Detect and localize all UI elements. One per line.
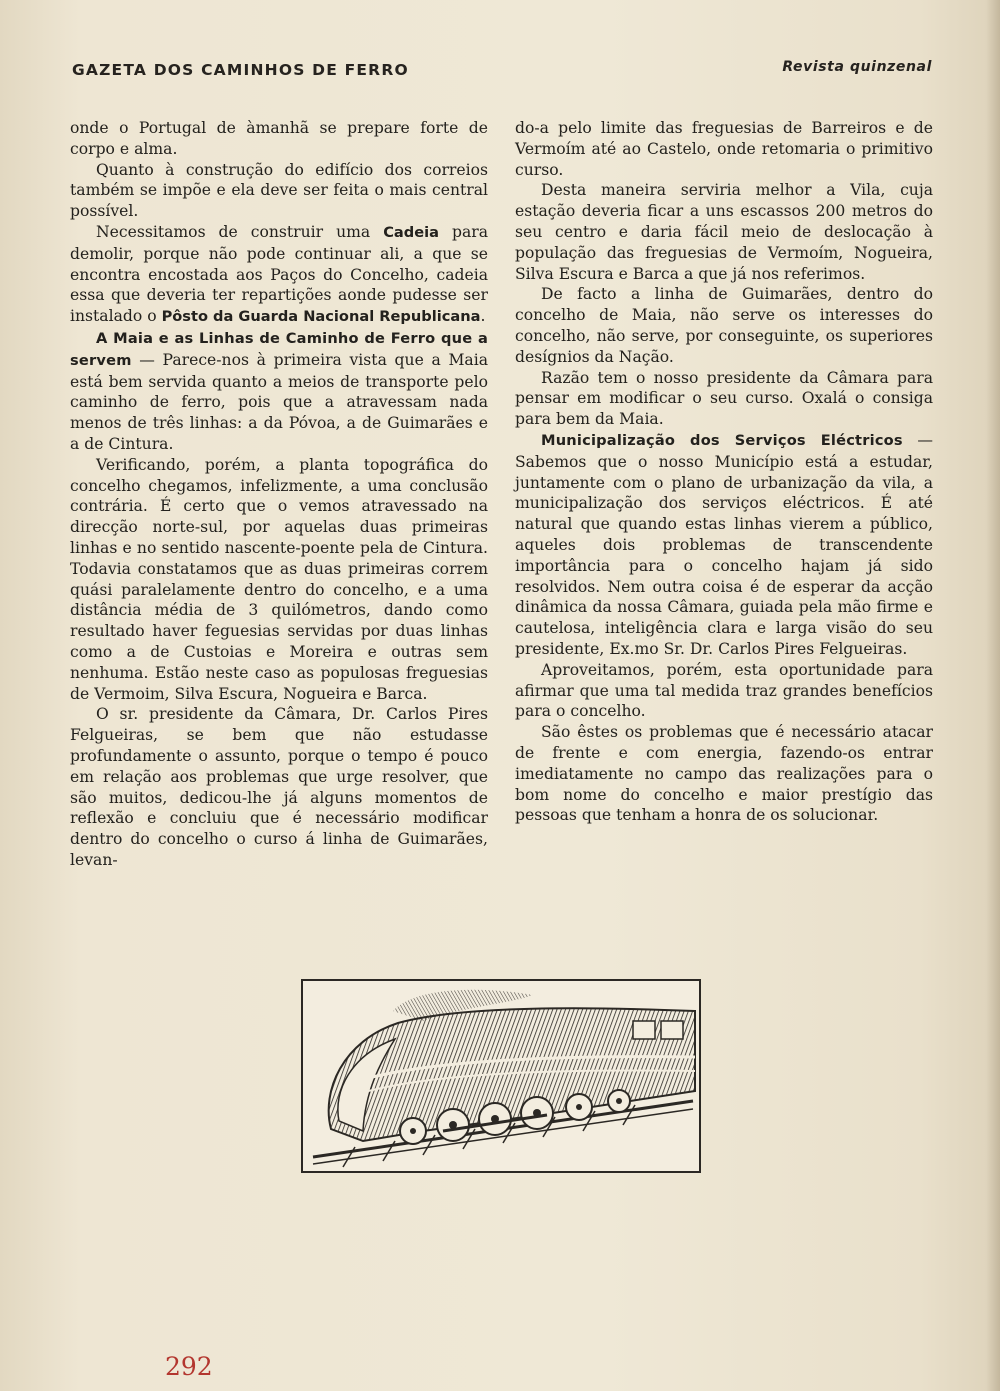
paragraph <box>515 430 933 660</box>
locomotive-icon <box>303 981 699 1171</box>
page-number: 292 <box>165 1352 213 1381</box>
running-header-subtitle: Revista quinzenal <box>782 59 932 75</box>
text-run: . <box>480 307 486 326</box>
paragraph <box>70 222 488 328</box>
right-text-column <box>515 118 933 826</box>
paragraph: Verificando, porém, a planta topográfica do concelho chegamos, infelizmente, a uma conclusão contrária. É certo que o vemos atravessado na direcção norte-sul, por aquelas duas primeiras linhas e no sentido nascente-poente pela de Cintura. Todavia constatamos que as duas primeiras correm quási paralelamente dentro do concelho, e a uma distância média de 3 quilómetros, dando como resultado haver feguesias servidas por duas linhas como a de Custoias e Moreira e outras sem nenhuma. Estão neste caso as populosas freguesias de Vermoim, Silva Escura, Nogueira e Barca. <box>70 455 488 703</box>
page-edge-shadow <box>986 0 1000 1391</box>
bold-term: Cadeia <box>383 223 439 241</box>
paragraph: Desta maneira serviria melhor a Vila, cuja estação deveria ficar a uns escassos 200 metros do seu centro e daria fácil meio de deslocação à população das freguesias de Vermoím, Nogueira, Silva Escura e Barca a que já nos referimos. <box>515 181 933 283</box>
left-text-column <box>70 118 488 871</box>
paragraph: onde o Portugal de àmanhã se prepare forte de corpo e alma. <box>70 119 488 158</box>
bold-term: Pôsto da Guarda Nacional Republicana <box>161 308 481 326</box>
text-run: Necessitamos de construir uma <box>96 222 384 241</box>
text-run: — Sabemos que o nosso Município está a estudar, juntamente com o plano de urbanização da vila, a municipalização dos serviços eléctricos. É até natural que quando estas linhas vierem a público, aqueles dois problemas de transcendente importância para o concelho hajam já sido resolvidos. Nem outra coisa é de esperar da acção dinâmica da nossa Câmara, guiada pela mão firme e cautelosa, inteligência clara e larga visão do seu presidente, Ex.mo Sr. Dr. Carlos Pires Felgueiras. <box>515 430 933 658</box>
paragraph: De facto a linha de Guimarães, dentro do concelho de Maia, não serve os interesses do concelho, não serve, por conseguinte, os superiores desígnios da Nação. <box>515 285 933 366</box>
section-heading: A Maia e as Linhas de Caminho de Ferro que a servem <box>70 329 488 369</box>
paragraph <box>70 328 488 455</box>
paragraph: Quanto à construção do edifício dos correios também se impõe e ela deve ser feita o mais central possível. <box>70 160 488 221</box>
paragraph: Razão tem o nosso presidente da Câmara para pensar em modificar o seu curso. Oxalá o consiga para bem da Maia. <box>515 368 933 429</box>
paragraph: O sr. presidente da Câmara, Dr. Carlos Pires Felgueiras, se bem que não estudasse profundamente o assunto, porque o tempo é pouco em relação aos problemas que urge resolver, que são muitos, dedicou-lhe já alguns momentos de reflexão e concluiu que é necessário modificar dentro do concelho o curso á linha de Guimarães, levan- <box>70 705 488 869</box>
paragraph: Aproveitamos, porém, esta oportunidade para afirmar que uma tal medida traz grandes benefícios para o concelho. <box>515 660 933 721</box>
text-run: — Parece-nos à primeira vista que a Maia está bem servida quanto a meios de transporte pelo caminho de ferro, pois que a atravessam nada menos de três linhas: a da Póvoa, a de Guimarães e a de Cintura. <box>70 350 488 453</box>
running-header-title: GAZETA DOS CAMINHOS DE FERRO <box>72 61 409 79</box>
section-heading: Municipalização dos Serviços Eléctricos <box>541 431 903 449</box>
paragraph: do-a pelo limite das freguesias de Barreiros e de Vermoím até ao Castelo, onde retomaria o primitivo curso. <box>515 119 933 179</box>
locomotive-illustration <box>301 979 701 1173</box>
paragraph: São êstes os problemas que é necessário atacar de frente e com energia, fazendo-os entrar imediatamente no campo das realizações para o bom nome do concelho e maior prestígio das pessoas que tenham a honra de os solucionar. <box>515 723 933 825</box>
text-run: para demolir, porque não pode continuar ali, a que se encontra encostada aos Paços do Concelho, cadeia essa que deveria ter repartições aonde pudesse ser instalado o <box>70 222 488 326</box>
